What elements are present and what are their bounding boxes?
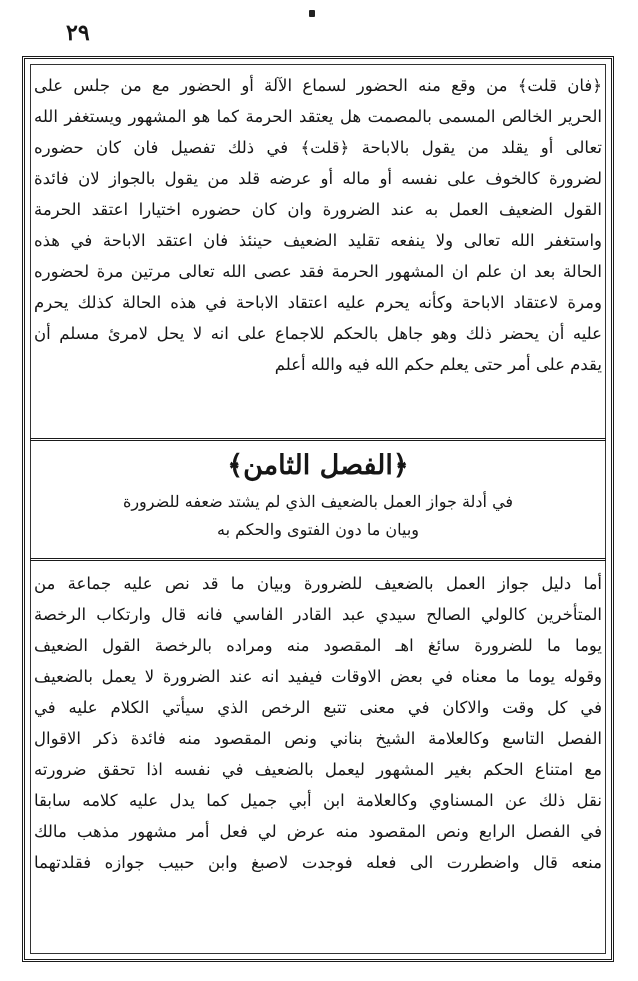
text-line: المتأخرين كالولي الصالح سيدي عبد القادر الفاسي فانه قال وارتكاب الرخصة bbox=[34, 605, 602, 624]
chapter-subtitle-line: في أدلة جواز العمل بالضعيف الذي لم يشتد ضعفه للضرورة bbox=[122, 492, 514, 511]
chapter-heading bbox=[34, 446, 602, 544]
top-text-block bbox=[34, 70, 602, 380]
text-line: منعه قال واضطررت الى فعله فوجدت لاصبغ وابن حبيب جوازه فقلدتهما bbox=[34, 853, 602, 872]
text-line: تعالى أو يقلد من يقول بالاباحة ﴿قلت﴾ في ذلك تفصيل فان كان حضوره bbox=[34, 138, 602, 157]
text-line: يوما ما للضرورة سائغ اهـ المقصود منه ومراده بالرخصة القول الضعيف bbox=[34, 636, 602, 655]
text-line: الفصل التاسع وكالعلامة الشيخ بناني ونص المقصود منه فائدة ذكر الاقوال bbox=[34, 729, 602, 748]
section-divider-bottom bbox=[30, 558, 606, 561]
text-line: في الفصل الرابع ونص المقصود منه عرض لي فعل أمر مشهور مذهب مالك bbox=[34, 822, 602, 841]
chapter-subtitle-line: وبيان ما دون الفتوى والحكم به bbox=[216, 520, 420, 539]
text-line: وقوله يوما ما معناه في بعض الاوقات فيفيد انه عند الضرورة لا يعمل بالضعيف bbox=[34, 667, 602, 686]
bottom-text-block bbox=[34, 568, 602, 878]
text-line: واستغفر الله تعالى ولا ينفعه تقليد الضعيف حينئذ فان اعتقد الاباحة في هذه bbox=[34, 231, 602, 250]
text-line: لضرورة كالخوف على نفسه أو ماله أو عرضه قلد من يقول بالجواز لان فائدة bbox=[34, 169, 602, 188]
text-line: الحالة بعد ان علم ان المشهور الحرمة فقد عصى الله تعالى مرتين مرة لحضوره bbox=[34, 262, 602, 281]
text-line: نقل ذلك عن المسناوي وكالعلامة ابن أبي جميل كما يدل عليه كلامه سابقا bbox=[34, 791, 602, 810]
top-mark bbox=[309, 10, 315, 17]
text-line: في كل وقت والاكان في معنى تتبع الرخص الذي سيأتي الكلام عليه في bbox=[34, 698, 602, 717]
section-divider-top bbox=[30, 438, 606, 441]
text-line: عليه أن يحضر ذلك وهو جاهل بالحكم للاجماع على انه لا يحل لامرئ مسلم أن bbox=[34, 324, 602, 343]
text-line: الحرير الخالص المسمى بالمصمت هل يعتقد الحرمة كما هو المشهور ويستغفر الله bbox=[34, 107, 602, 126]
text-line: مع امتناع الحكم بغير المشهور ليعمل بالضعيف في نفسه اذا تحقق ضرورته bbox=[34, 760, 602, 779]
text-line: القول الضعيف العمل به عند الضرورة وان كان حضوره اختيارا اعتقد الحرمة bbox=[34, 200, 602, 219]
text-line: ﴿فان قلت﴾ من وقع منه الحضور لسماع الآلة أو الحضور مع من جلس على bbox=[34, 76, 602, 95]
text-line: ومرة لاعتقاد الاباحة وكأنه يحرم عليه اعتقاد الاباحة في هذه الحالة كذلك يحرم bbox=[34, 293, 602, 312]
text-line: أما دليل جواز العمل بالضعيف للضرورة وبيان ما قد نص عليه جماعة من bbox=[34, 574, 602, 593]
text-line: يقدم على أمر حتى يعلم حكم الله فيه والله أعلم bbox=[274, 355, 602, 374]
page-number: ٢٩ bbox=[66, 20, 90, 46]
chapter-title: ﴿الفصل الثامن﴾ bbox=[227, 450, 409, 481]
